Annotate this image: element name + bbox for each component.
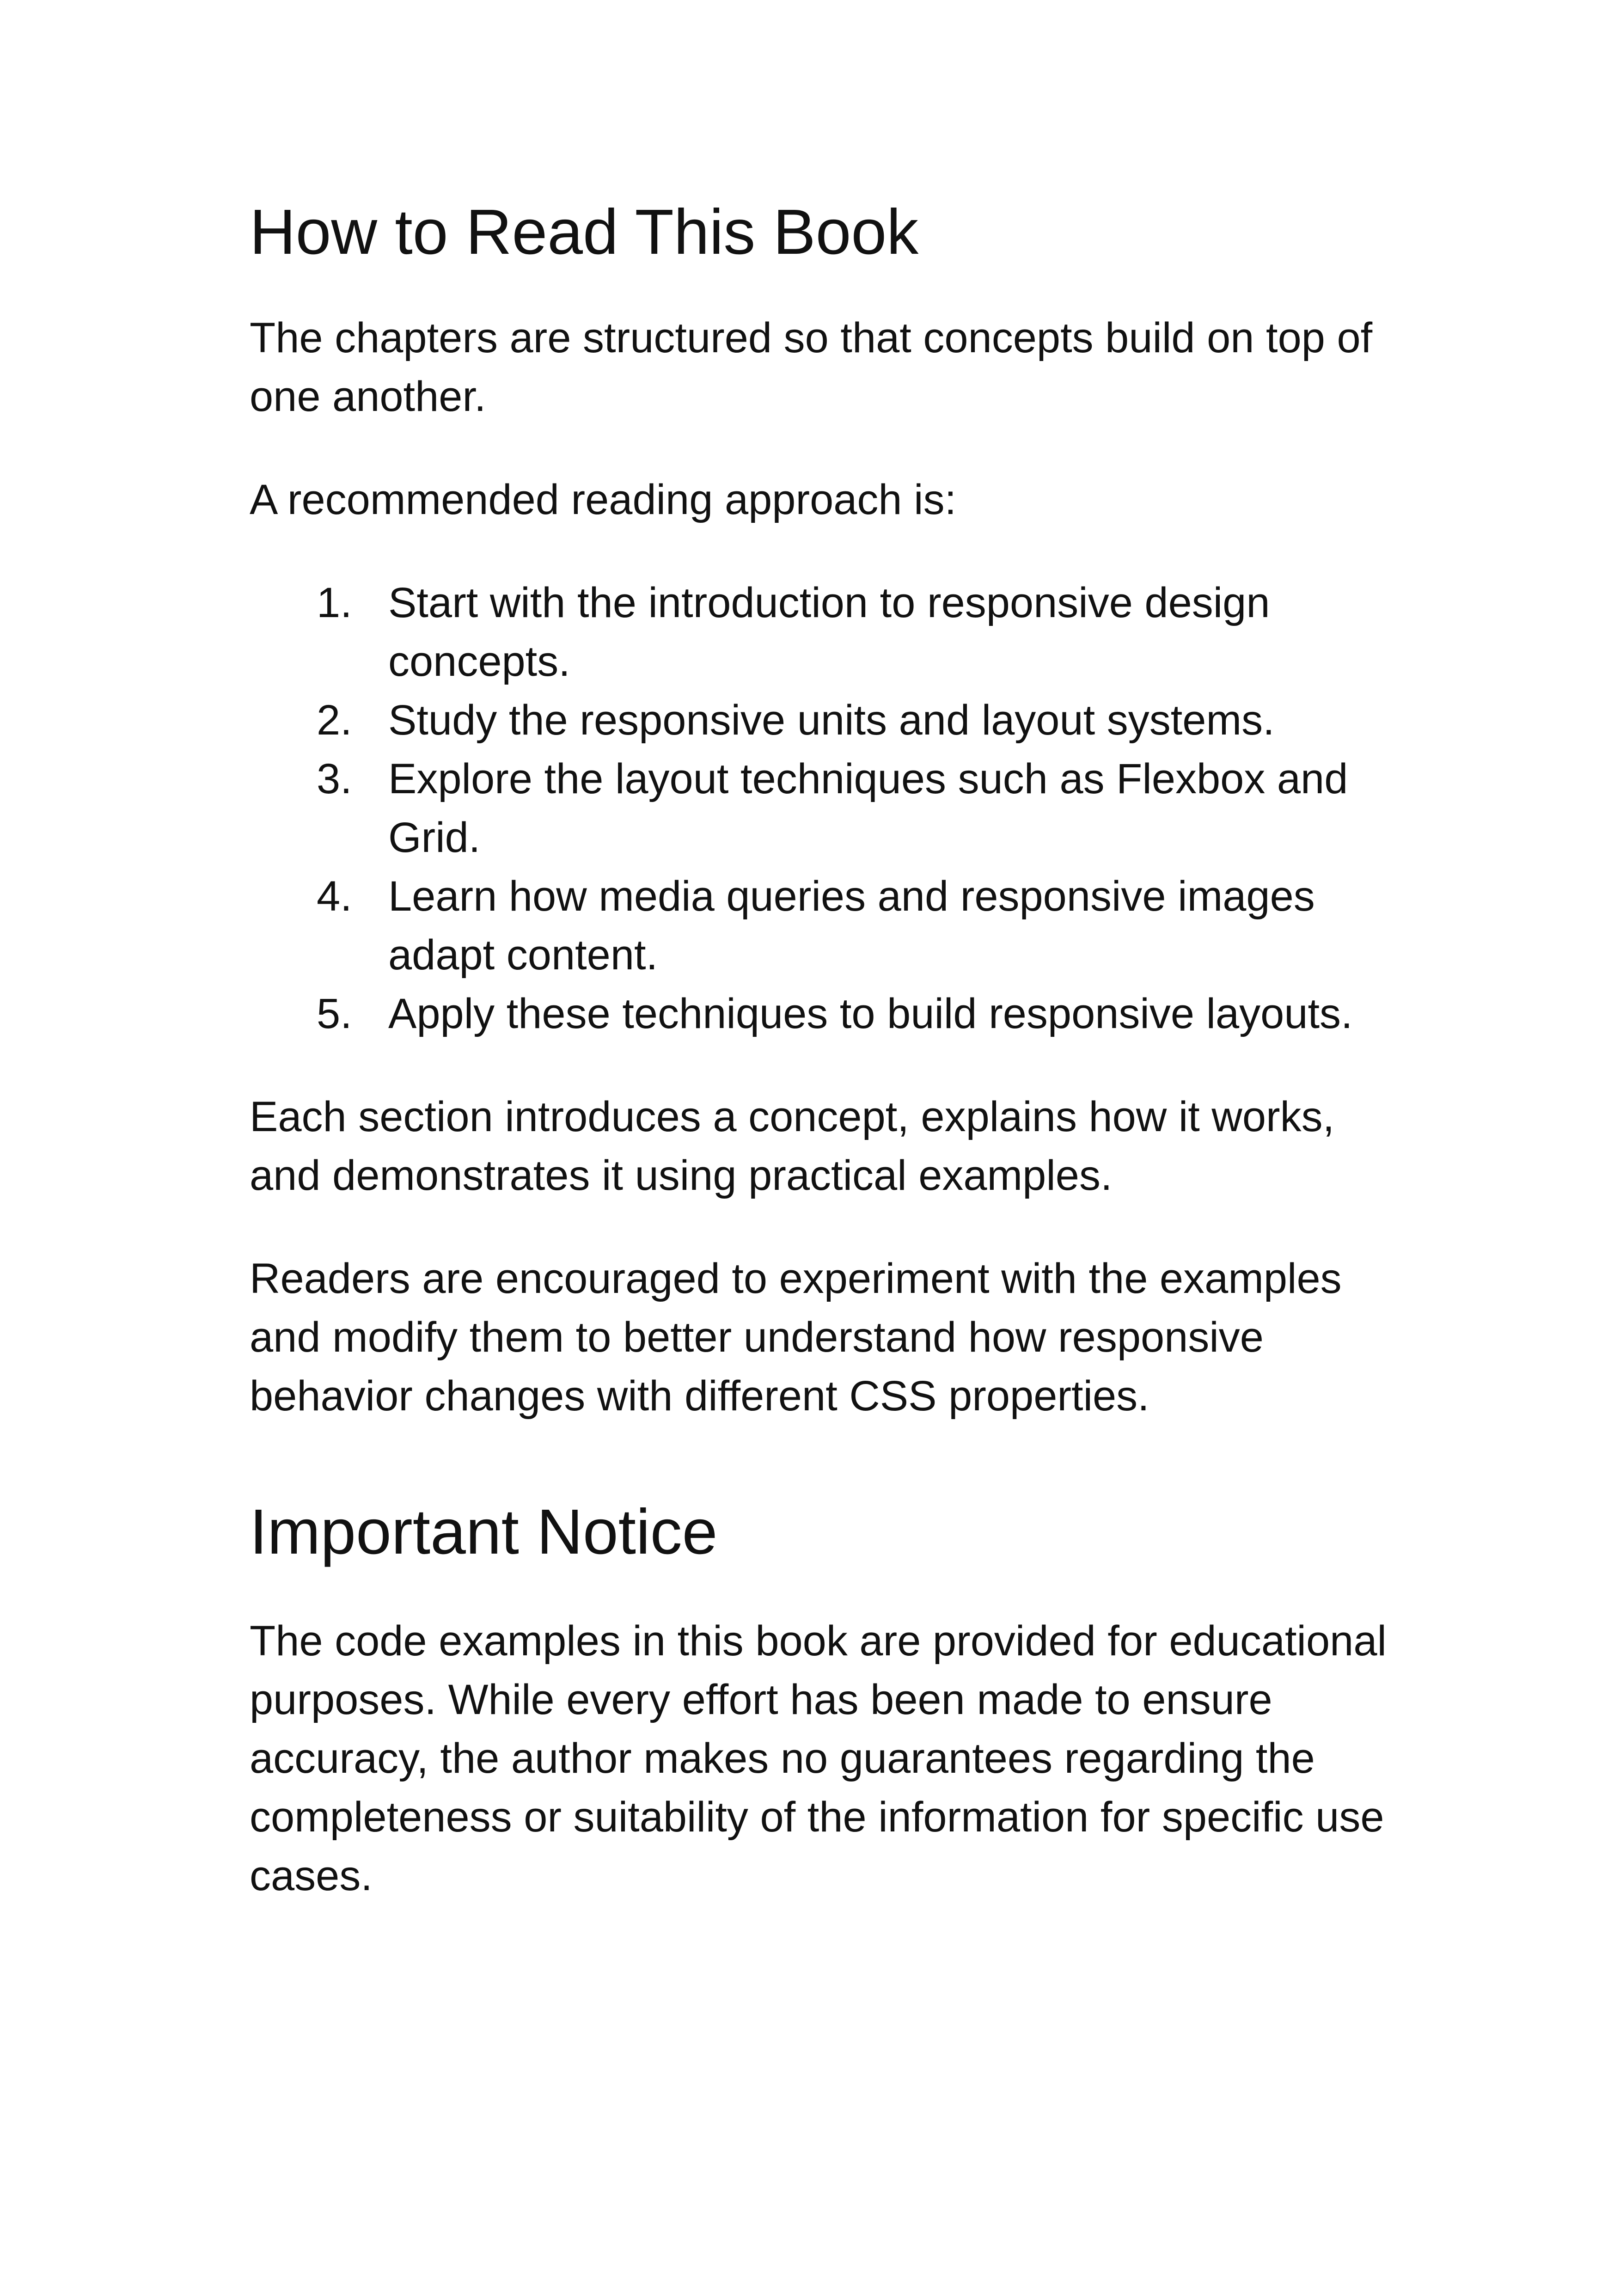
list-item (250, 985, 1414, 1043)
section-heading-how-to-read: How to Read This Book (250, 196, 919, 268)
list-item (250, 867, 1414, 985)
list-item (250, 750, 1414, 867)
paragraph-chapters-intro: The chapters are structured so that concepts build on top of one another. (250, 314, 1373, 420)
paragraph-reading-approach: A recommended reading approach is: (250, 476, 957, 523)
paragraph-readers: Readers are encouraged to experiment with the examples and modify them to better understand how responsive behavior changes with different CSS properties. (250, 1255, 1342, 1420)
paragraph-each-section: Each section introduces a concept, explains how it works, and demonstrates it using practical examples. (250, 1093, 1335, 1199)
list-item-text: Learn how media queries and responsive images adapt content. (388, 872, 1315, 979)
list-item-text: Start with the introduction to responsive design concepts. (388, 579, 1270, 685)
paragraph-notice-body: The code examples in this book are provided for educational purposes. While every effort has been made to ensure accuracy, the author makes no guarantees regarding the completeness or suitability of the information for specific use cases. (250, 1617, 1387, 1900)
reading-steps-list (250, 574, 1414, 1043)
list-item-number: 1. (317, 579, 352, 626)
list-item-text: Study the responsive units and layout systems. (388, 696, 1275, 744)
list-item (250, 574, 1414, 691)
list-item (250, 691, 1414, 750)
list-item-number: 5. (317, 990, 352, 1037)
list-item-text: Explore the layout techniques such as Flexbox and Grid. (388, 755, 1348, 861)
list-item-number: 3. (317, 755, 352, 802)
list-item-number: 4. (317, 872, 352, 920)
section-heading-important-notice: Important Notice (250, 1496, 718, 1567)
page-content (250, 194, 1414, 1905)
list-item-number: 2. (317, 696, 352, 744)
list-item-text: Apply these techniques to build responsive layouts. (388, 990, 1353, 1037)
